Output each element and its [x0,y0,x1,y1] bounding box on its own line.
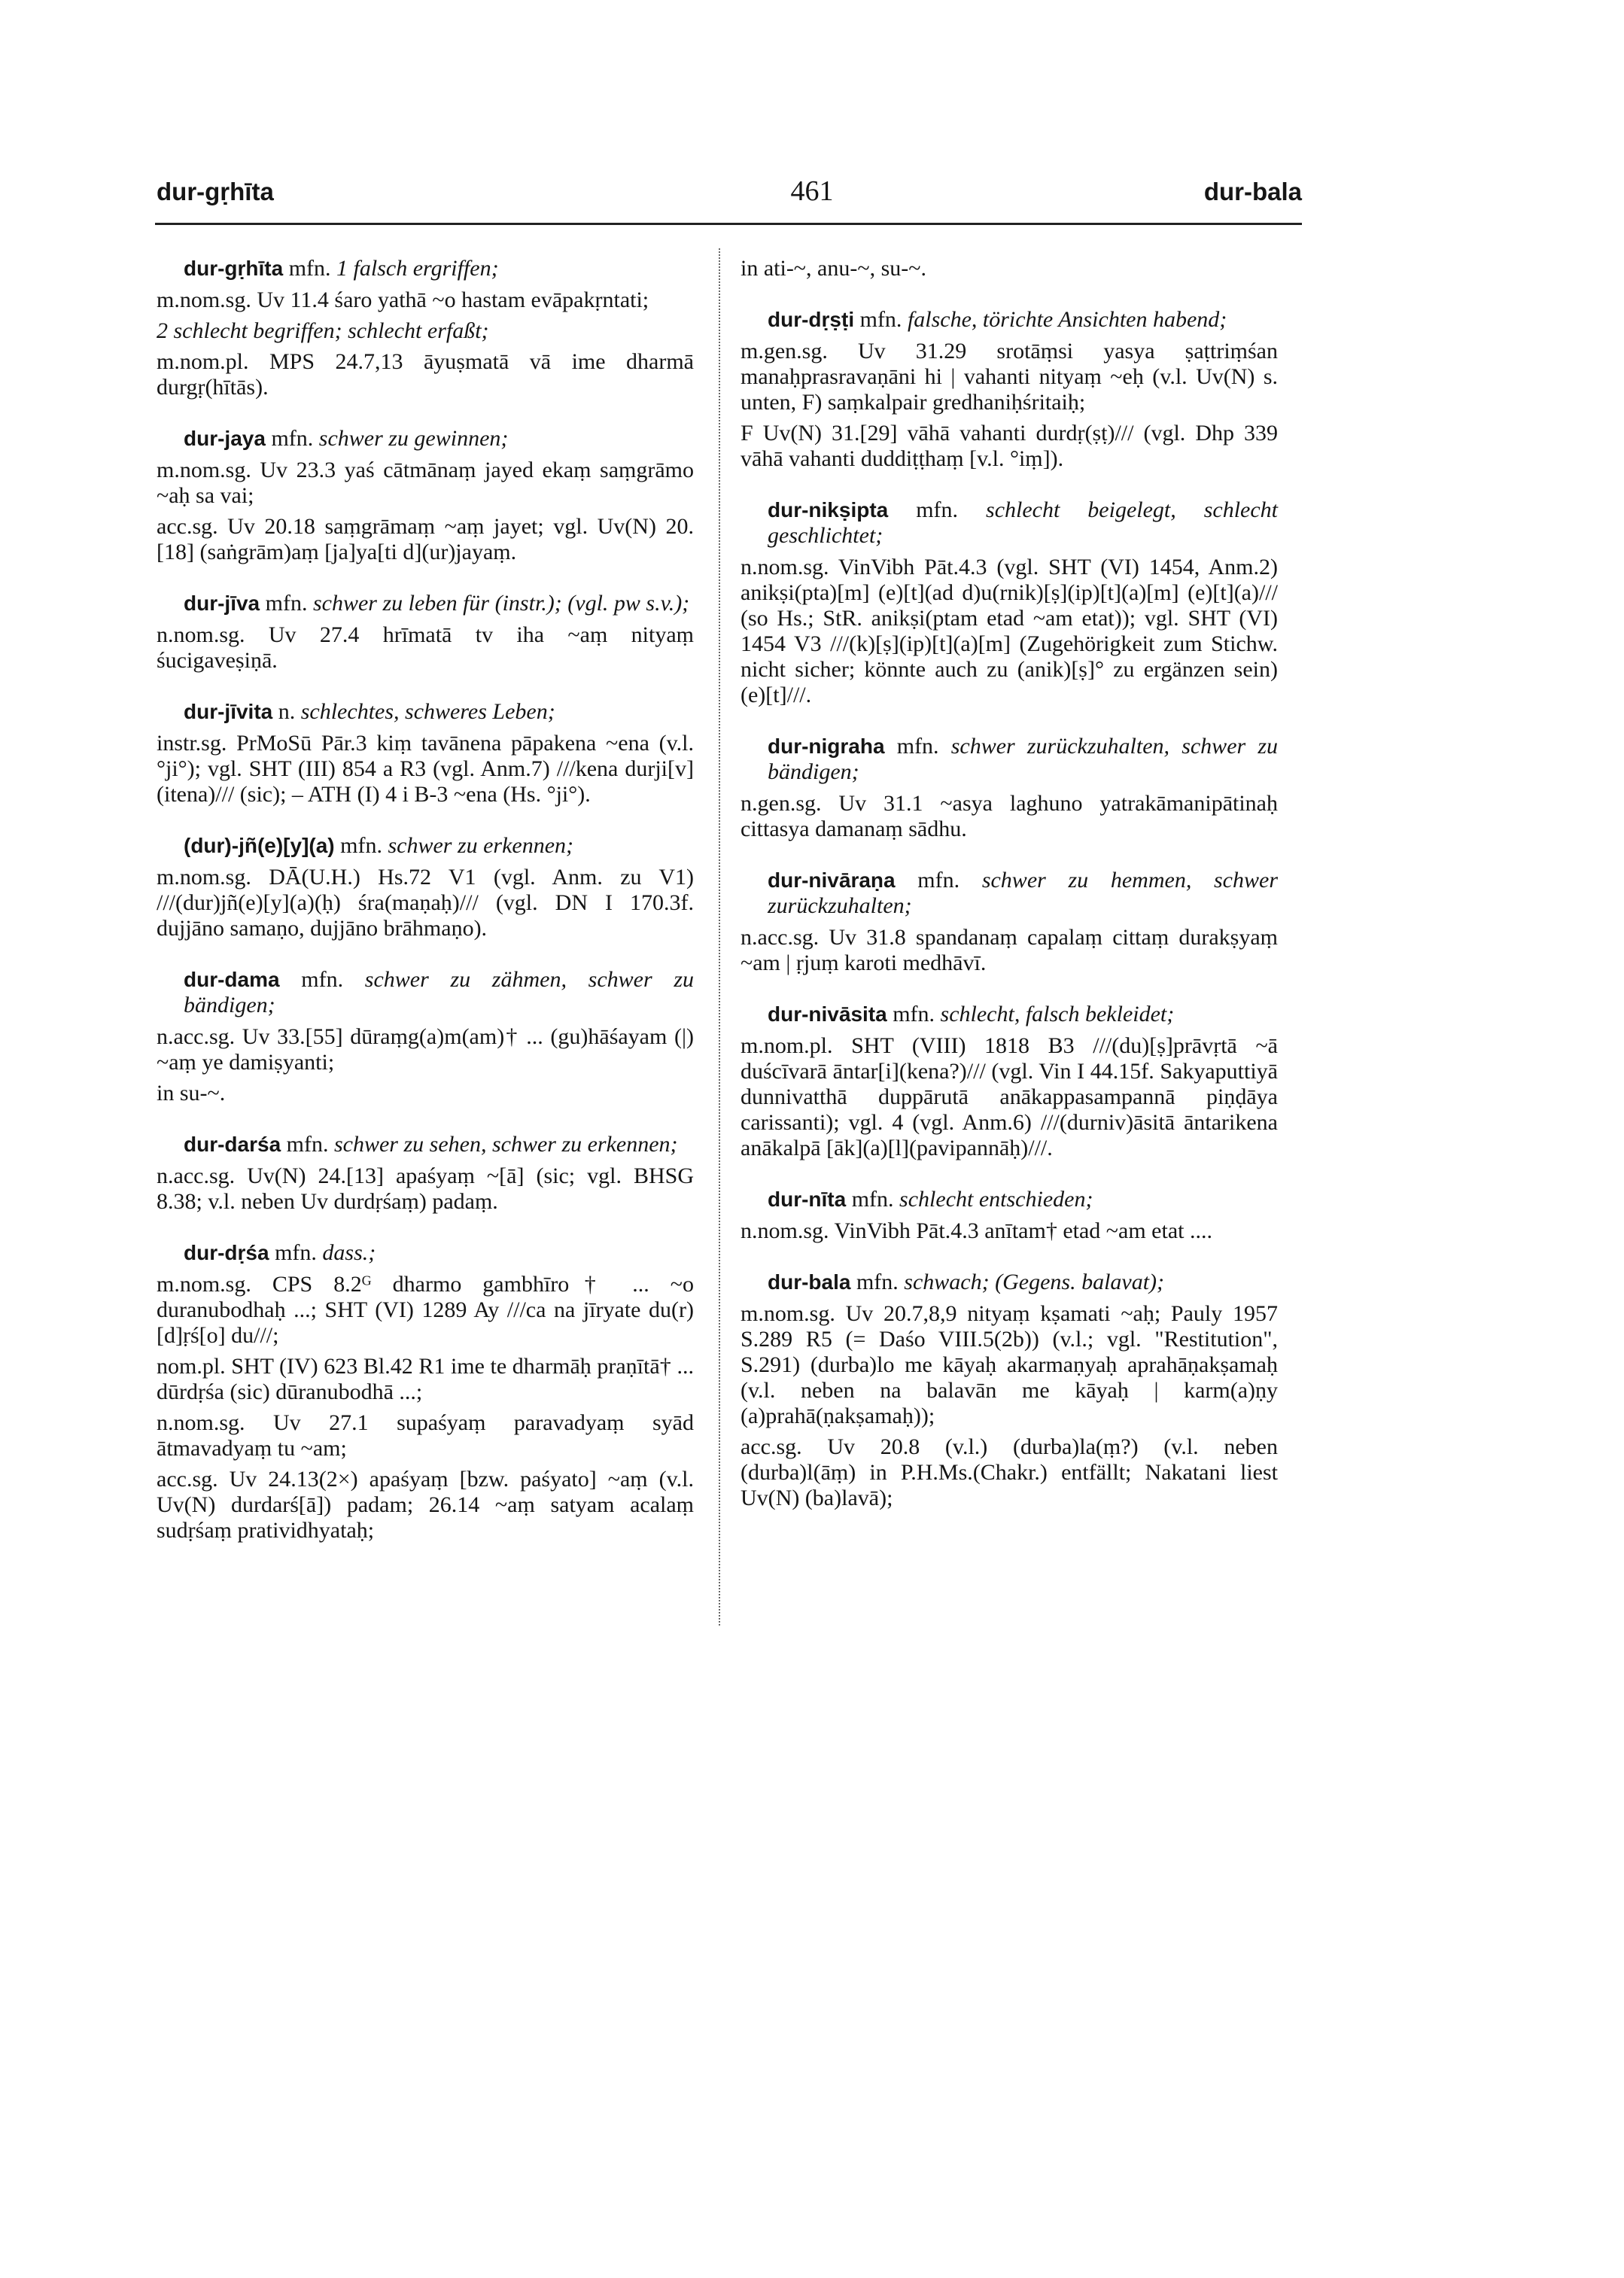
entry-definition [741,868,1278,919]
dictionary-entry [157,426,694,565]
entry-citation [741,791,1278,842]
line-text: F Uv(N) 31.[29] vāhā vahanti durdṛ(ṣṭ)/// (vgl. Dhp 339 vāhā vahanti duddiṭṭhaṃ [v.l. °iṃ]). [741,421,1278,471]
headword: dur-nivāsita [768,1002,887,1026]
definition-text: schlecht beigelegt, schlecht geschlichtet; [768,497,1279,548]
entry-citation [157,1467,694,1544]
definition-text: schlecht entschieden; [899,1187,1093,1212]
dictionary-entry [157,1132,694,1215]
definition-text: schwer zu erkennen; [388,833,574,858]
line-text: n.acc.sg. Uv 33.[55] dūraṃg(a)m(am)† ... (gu)hāśayam (|) ~aṃ ye damiṣyanti; [157,1024,694,1075]
entry-definition [741,256,1278,281]
entry-definition [741,497,1278,549]
line-text: n.acc.sg. Uv(N) 24.[13] apaśyaṃ ~[ā] (sic; vgl. BHSG 8.38; v.l. neben Uv durdṛśaṃ) padaṃ. [157,1163,694,1214]
definition-text: 1 falsch ergriffen; [336,256,499,281]
dictionary-entry [741,868,1278,976]
page-number: 461 [790,175,834,207]
entry-definition [157,256,694,281]
entry-citation [741,925,1278,976]
line-text: m.nom.sg. Uv 11.4 śaro yathā ~o hastam evāpakṛntati; [157,287,649,312]
part-of-speech: mfn. [896,734,939,759]
headword: dur-gṛhīta [184,257,284,280]
definition-text: schwer zu hemmen, schwer zurückzuhalten; [768,868,1278,918]
entry-citation [741,339,1278,415]
dictionary-entry [741,1187,1278,1244]
dictionary-entry [157,591,694,674]
entry-definition [157,591,694,616]
line-text: m.gen.sg. Uv 31.29 srotāṃsi yasya ṣaṭtriṃśan manaḥprasravaṇāni hi | vahanti nityaṃ ~eḥ (v.l. Uv(N) s. unten, F) saṃkalpair gredhaniḥśritaiḥ; [741,339,1278,415]
header-rule [155,223,1302,225]
dictionary-entry [741,734,1278,842]
part-of-speech: mfn. [340,833,382,858]
headword: dur-bala [768,1270,851,1294]
entry-definition [741,1270,1278,1295]
line-text: acc.sg. Uv 24.13(2×) apaśyaṃ [bzw. paśyato] ~aṃ (v.l. Uv(N) durdarś[ā]) padam; 26.14 ~aṃ satyam acalaṃ sudṛśaṃ pratividhyataḥ; [157,1467,694,1543]
headword: dur-nikṣipta [768,498,889,522]
headword: dur-nigraha [768,734,885,758]
dictionary-entry [157,699,694,807]
column-divider [719,248,720,1626]
definition-text: schlechtes, schweres Leben; [300,699,555,724]
entry-definition [157,833,694,859]
definition-text: schwer zu leben für (instr.); (vgl. pw s.v.); [312,591,690,616]
dictionary-entry [741,1270,1278,1511]
part-of-speech: mfn. [275,1240,317,1265]
entry-definition [157,426,694,452]
dictionary-entry [741,307,1278,472]
part-of-speech: mfn. [917,868,960,893]
dictionary-entry [157,967,694,1106]
right-column [741,256,1278,1537]
line-text: 2 schlecht begriffen; schlecht erfaßt; [157,318,489,343]
entry-citation [157,622,694,674]
line-text: m.nom.sg. CPS 8.2ᴳ dharmo gambhīro† ... ~o duranubodhaḥ ...; SHT (VI) 1289 Ay ///ca na jīryate du(r)[d]ṛś[o] du///; [157,1272,694,1348]
part-of-speech: mfn. [288,256,331,281]
headword: dur-jīvita [184,700,273,723]
line-text: n.nom.sg. VinVibh Pāt.4.3 anītam† etad ~am etat .... [741,1218,1212,1243]
line-text: m.nom.sg. DĀ(U.H.) Hs.72 V1 (vgl. Anm. zu V1) ///(dur)jñ(e)[y](a)(ḥ) śra(maṇaḥ)/// (vgl. DN I 170.3f. dujjāno samaṇo, dujjāno brāhmaṇo). [157,865,694,941]
entry-definition [741,307,1278,333]
entry-definition [741,1002,1278,1027]
part-of-speech: mfn. [893,1002,935,1026]
line-text: acc.sg. Uv 20.18 saṃgrāmaṃ ~aṃ jayet; vgl. Uv(N) 20.[18] (saṅgrām)aṃ [ja]ya[ti d](ur)jayaṃ. [157,514,694,564]
dictionary-entry [741,497,1278,708]
entry-citation [157,514,694,565]
line-text: instr.sg. PrMoSū Pār.3 kiṃ tavānena pāpakena ~ena (v.l. °ji°); vgl. SHT (III) 854 a R3 (vgl. Anm.7) ///kena durji[v](itena)/// (sic); – ATH (I) 4 i B-3 ~ena (Hs. °ji°). [157,731,694,807]
definition-text: schwer zu zähmen, schwer zu bändigen; [184,967,694,1017]
part-of-speech: mfn. [851,1187,894,1212]
headword: dur-dṛśa [184,1241,269,1264]
entry-citation [741,1218,1278,1244]
line-text: n.nom.sg. Uv 27.1 supaśyaṃ paravadyaṃ syād ātmavadyaṃ tu ~am; [157,1410,694,1461]
entry-citation [741,555,1278,708]
entry-definition [157,967,694,1018]
part-of-speech: mfn. [265,591,308,616]
dictionary-entry [741,1002,1278,1161]
part-of-speech: mfn. [301,967,344,992]
running-head-right: dur-bala [1203,178,1302,205]
entry-citation [157,1081,694,1106]
part-of-speech: mfn. [286,1132,329,1157]
entry-citation [741,1301,1278,1429]
entry-citation [157,1272,694,1349]
dictionary-entry [157,1240,694,1544]
definition-text: schwer zu gewinnen; [318,426,509,451]
line-text: n.nom.sg. Uv 27.4 hrīmatā tv iha ~aṃ nityaṃ śucigaveṣiṇā. [157,622,694,673]
running-head-left: dur-gṛhīta [157,178,274,205]
line-text: m.nom.pl. SHT (VIII) 1818 B3 ///(du)[ṣ]prāvṛtā ~ā duścīvarā āntar[i](kena?)/// (vgl. Vin I 44.15f. Sakyaputtiyā dunnivatthā duppārutā anākappasampannā piṇḍāya carissanti); vgl. 4 (vgl. Anm.6) ///(durniv)āsitā āntarikena anākalpā [āk](a)[l](pavipannāḥ)///. [741,1033,1278,1160]
definition-text: dass.; [322,1240,376,1265]
line-text: m.nom.pl. MPS 24.7,13 āyuṣmatā vā ime dharmā durgṛ(hītās). [157,349,694,400]
entry-citation [741,1434,1278,1511]
entry-citation [157,349,694,400]
headword: (dur)-jñ(e)[y](a) [184,834,335,857]
line-text: acc.sg. Uv 20.8 (v.l.) (durba)la(ṃ?) (v.l. neben (durba)l(āṃ) in P.H.Ms.(Chakr.) entfällt; Nakatani liest Uv(N) (ba)lavā); [741,1434,1278,1510]
headword: dur-darśa [184,1133,281,1156]
dictionary-entry [157,833,694,941]
headword: dur-jaya [184,427,266,450]
entry-citation [157,1354,694,1405]
line-text: nom.pl. SHT (IV) 623 Bl.42 R1 ime te dharmāḥ praṇītā† ... dūrdṛśa (sic) dūranubodhā ...; [157,1354,694,1404]
line-text: n.nom.sg. VinVibh Pāt.4.3 (vgl. SHT (VI) 1454, Anm.2) anikṣi(pta)[m] (e)[t](ad d)u(rnik)[ṣ](ip)[t](a)[m] (e)[t](a)/// (so Hs.; StR. anikṣi(ptam etad ~am etat)); vgl. SHT (VI) 1454 V3 ///(k)[ṣ](ip)[t](a)[m] (Zugehörigkeit zum Stichw. nicht sicher; könnte auch zu (anik)[ṣ]° zu ergänzen sein) (e)[t]///. [741,555,1278,707]
entry-definition [741,1187,1278,1212]
entry-citation [157,287,694,313]
entry-citation [157,458,694,509]
headword: dur-dama [184,968,280,991]
entry-citation [157,1410,694,1461]
left-column [157,256,694,1569]
part-of-speech: mfn. [856,1270,899,1294]
dictionary-entry [157,256,694,400]
definition-text: schwer zu sehen, schwer zu erkennen; [333,1132,678,1157]
headword: dur-dṛṣṭi [768,308,855,331]
part-of-speech: n. [278,699,296,724]
entry-definition [157,1240,694,1266]
line-text: n.gen.sg. Uv 31.1 ~asya laghuno yatrakāmanipātinaḥ cittasya damanaṃ sādhu. [741,791,1278,841]
entry-citation [157,1163,694,1215]
line-text: in ati-~, anu-~, su-~. [741,256,926,281]
part-of-speech: mfn. [271,426,314,451]
headword: dur-jīva [184,592,260,615]
part-of-speech: mfn. [916,497,959,522]
definition-text: schlecht, falsch bekleidet; [940,1002,1175,1026]
entry-citation [157,731,694,807]
entry-definition [157,699,694,725]
entry-definition [741,734,1278,785]
entry-citation [157,865,694,941]
line-text: m.nom.sg. Uv 20.7,8,9 nityaṃ kṣamati ~aḥ; Pauly 1957 S.289 R5 (= Daśo VIII.5(2b)) (v.l.; vgl. "Restitution", S.291) (durba)lo me kāyaḥ akarmaṇyaḥ aprahāṇakṣamaḥ (v.l. neben na balavān me kāyaḥ | karm(a)ṇy (a)prahā(ṇakṣamaḥ)); [741,1301,1278,1428]
headword: dur-nivāraṇa [768,868,896,892]
line-text: n.acc.sg. Uv 31.8 spandanaṃ capalaṃ cittaṃ durakṣyaṃ ~am | ṛjuṃ karoti medhāvī. [741,925,1278,975]
part-of-speech: mfn. [859,307,902,332]
line-text: in su-~. [157,1081,226,1106]
entry-citation [157,318,694,344]
headword: dur-nīta [768,1188,847,1211]
entry-citation [741,421,1278,472]
entry-definition [157,1132,694,1157]
definition-text: schwer zurückzuhalten, schwer zu bändigen; [768,734,1279,784]
definition-text: falsche, törichte Ansichten habend; [907,307,1227,332]
entry-citation [741,1033,1278,1161]
dictionary-entry [741,256,1278,281]
entry-citation [157,1024,694,1075]
line-text: m.nom.sg. Uv 23.3 yaś cātmānaṃ jayed ekaṃ saṃgrāmo ~aḥ sa vai; [157,458,694,508]
definition-text: schwach; (Gegens. balavat); [904,1270,1165,1294]
